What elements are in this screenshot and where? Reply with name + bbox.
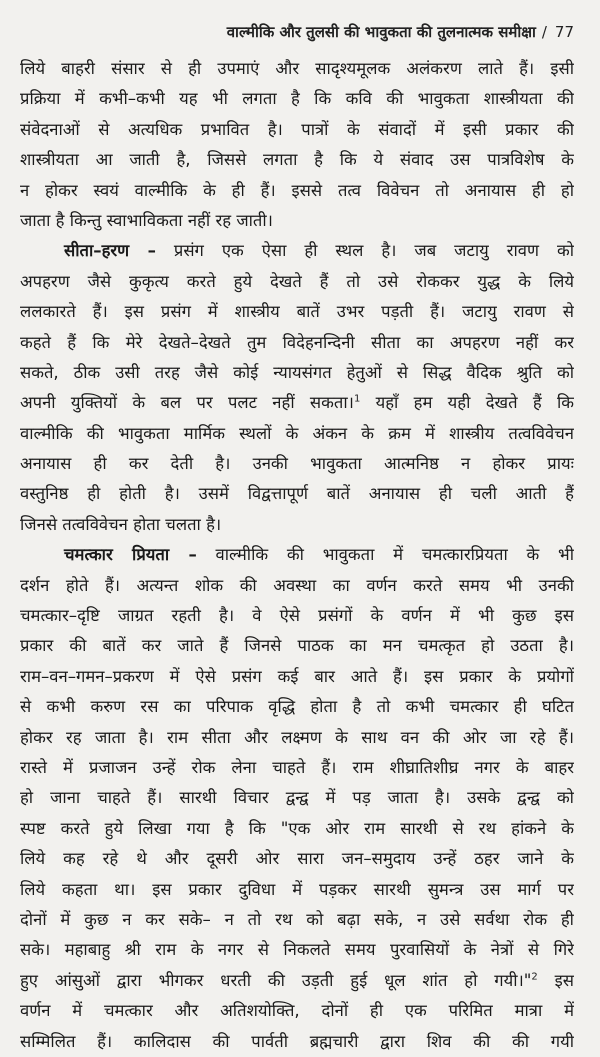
paragraph-3 (20, 540, 574, 1057)
text-line: कहते हैं कि मेरे देखते–देखते तुम विदेहनन्दिनी सीता का अपहरण नहीं कर (20, 332, 574, 352)
header-separator: / (541, 23, 547, 41)
text-line (20, 966, 574, 996)
text-line: राम–वन–गमन–प्रकरण में ऐसे प्रसंग कई बार आते हैं। इस प्रकार के प्रयोगों (20, 666, 574, 686)
paragraph-heading-chamatkar-priyata: चमत्कार प्रियता – (64, 545, 197, 565)
text-line: न होकर स्वयं वाल्मीकि के ही हैं। इससे तत्व विवेचन तो अनायास ही हो (20, 180, 574, 200)
text-line: स्पष्ट करते हुये लिखा गया है कि "एक ओर राम सारथी से रथ हांकने के (20, 818, 574, 838)
footnote-marker: 1 (353, 393, 361, 405)
text-line: प्रकार की बातें कर जाते हैं जिनसे पाठक का मन चमत्कृत हो उठता है। (20, 636, 574, 656)
text-line: अनायास ही कर देती है। उनकी भावुकता आत्मनिष्ठ न होकर प्रायः (20, 454, 574, 474)
text-line: वस्तुनिष्ठ ही होती है। उसमें विद्वत्तापूर्ण बातें अनायास ही चली आती हैं (20, 484, 574, 504)
text-line: सकते, ठीक उसी तरह जैसे कोई न्यायसंगत हेतुओं से सिद्ध वैदिक श्रुति को (20, 362, 574, 382)
paragraph-heading-sita-haran: सीता–हरण – (64, 241, 156, 261)
text-line: से कभी करुण रस का परिपाक वृद्धि होता है तो कभी चमत्कार ही घटित (20, 697, 574, 717)
text-line: चमत्कार–दृष्टि जाग्रत रहती है। वे ऐसे प्रसंगों के वर्णन में भी कुछ इस (20, 606, 574, 626)
text-line (20, 540, 574, 570)
text-line: सम्मिलित हैं। कालिदास की पार्वती ब्रह्मचारी द्वारा शिव की की गयी (20, 1031, 574, 1051)
text-line: रास्ते में प्रजाजन उन्हें रोक लेना चाहते हैं। राम शीघ्रातिशीघ्र नगर के बाहर (20, 757, 574, 777)
text-line (20, 236, 574, 266)
page-number: 77 (554, 23, 574, 41)
text-line: वर्णन में चमत्कार और अतिशयोक्ति, दोनों ही एक परिमित मात्रा में (20, 1001, 574, 1021)
text-line: हो जाना चाहते हैं। सारथी विचार द्वन्द्व में पड़ जाता है। उसके द्वन्द्व को (20, 788, 574, 808)
running-header (20, 22, 574, 48)
text-line: शास्त्रीयता आ जाती है, जिससे लगता है कि ये संवाद उस पात्रविशेष के (20, 150, 574, 170)
paragraph-2 (20, 236, 574, 540)
text-line: होकर रह जाता है। राम सीता और लक्ष्मण के साथ वन की ओर जा रहे हैं। (20, 727, 574, 747)
heading-line-text: प्रसंग एक ऐसा ही स्थल है। जब जटायु रावण को (155, 241, 574, 261)
line-segment: हुए आंसुओं द्वारा भीगकर धरती की उड़ती हुई धूल शांत हो गयी।" (20, 970, 532, 990)
line-segment: इस (537, 970, 574, 990)
text-line: लिये बाहरी संसार से ही उपमाएं और सादृश्यमूलक अलंकरण लाते हैं। इसी (20, 59, 574, 78)
text-line (20, 388, 574, 418)
heading-line-text: वाल्मीकि की भावुकता में चमत्कारप्रियता के भी (196, 545, 574, 565)
line-segment: अपनी युक्तियों के बल पर पलट नहीं सकता। (20, 393, 354, 413)
line-segment: यहाँ हम यही देखते हैं कि (360, 393, 574, 413)
text-line: जाता है किन्तु स्वाभाविकता नहीं रह जाती। (20, 210, 273, 230)
text-line: लिये कह रहे थे और दूसरी ओर सारा जन–समुदाय उन्हें ठहर जाने के (20, 849, 574, 869)
text-line: संवेदनाओं से अत्यधिक प्रभावित है। पात्रों के संवादों में इसी प्रकार की (20, 119, 574, 139)
text-line: दोनों में कुछ न कर सके– न तो रथ को बढ़ा सके, न उसे सर्वथा रोक ही (20, 909, 574, 929)
text-line: ललकारते हैं। इस प्रसंग में शास्त्रीय बातें उभर पड़ती हैं। जटायु रावण से (20, 302, 574, 322)
running-title: वाल्मीकि और तुलसी की भावुकता की तुलनात्मक समीक्षा (226, 23, 536, 41)
text-line: दर्शन होते हैं। अत्यन्त शोक की अवस्था का वर्णन करते समय भी उनकी (20, 575, 574, 595)
body-text (20, 54, 574, 1057)
text-line: सके। महाबाहु श्री राम के नगर से निकलते समय पुरवासियों के नेत्रों से गिरे (20, 940, 574, 960)
text-line: जिनसे तत्वविवेचन होता चलता है। (20, 514, 222, 534)
footnote-marker: 2 (531, 971, 538, 983)
text-line: अपहरण जैसे कुकृत्य करते हुये देखते हैं तो उसे रोककर युद्ध के लिये (20, 271, 574, 291)
text-line: वाल्मीकि की भावुकता मार्मिक स्थलों के अंकन के क्रम में शास्त्रीय तत्वविवेचन (20, 423, 574, 443)
paragraph-1 (20, 54, 574, 236)
text-line: लिये कहता था। इस प्रकार दुविधा में पड़कर सारथी सुमन्त्र उस मार्ग पर (20, 879, 574, 899)
text-line: प्रक्रिया में कभी–कभी यह भी लगता है कि कवि की भावुकता शास्त्रीयता की (20, 89, 574, 109)
